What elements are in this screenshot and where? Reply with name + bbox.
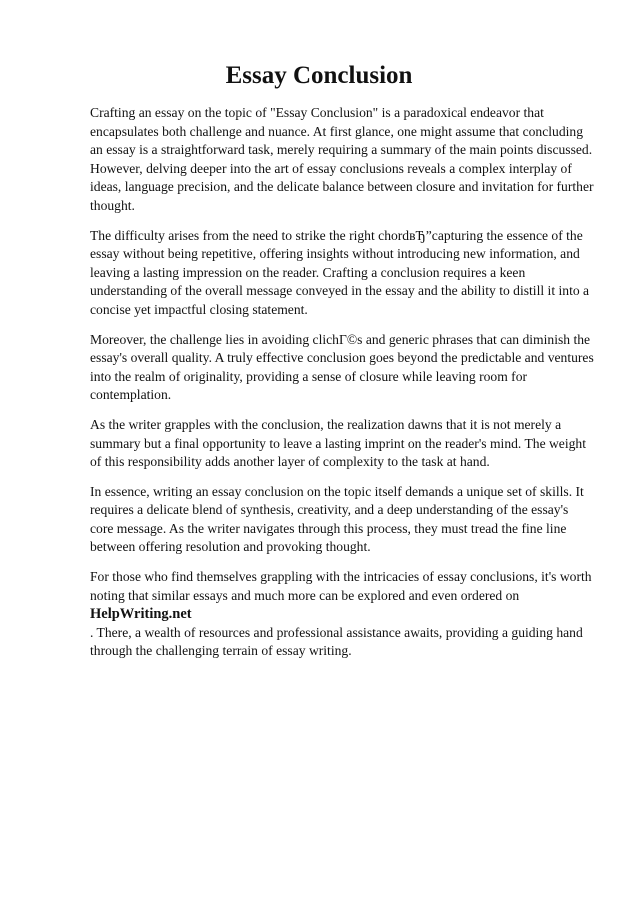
paragraph-1: Crafting an essay on the topic of "Essay Conclusion" is a paradoxical endeavor that encapsulates both challenge and nuance. At first glance, one might assume that concluding an essay is a straightforward task, merely requiring a summary of the main points discussed. However, delving deeper into the art of essay conclusions reveals a complex interplay of ideas, language precision, and the delicate balance between closure and invitation for further thought. — [90, 105, 594, 213]
document-title: Essay Conclusion — [225, 62, 413, 89]
paragraph-4: As the writer grapples with the conclusion, the realization dawns that it is not merely a summary but a final opportunity to leave a lasting imprint on the reader's mind. The weight of this responsibility adds another layer of complexity to the task at hand. — [90, 416, 586, 470]
paragraph-5: In essence, writing an essay conclusion on the topic itself demands a unique set of skills. It requires a delicate blend of synthesis, creativity, and a deep understanding of the essay's core message. As the writer navigates through this process, they must tread the fine line between offering resolution and provoking thought. — [90, 483, 584, 555]
paragraph-6-text-before-link: For those who find themselves grappling with the intricacies of essay conclusions, it's worth noting that similar essays and much more can be explored and even ordered on — [90, 569, 592, 603]
document-body — [90, 104, 595, 672]
paragraph-3: Moreover, the challenge lies in avoiding clichГ©s and generic phrases that can diminish the essay's overall quality. A truly effective conclusion goes beyond the predictable and ventures into the realm of originality, providing a sense of closure while leaving room for contemplation. — [90, 331, 594, 403]
helpwriting-link[interactable]: HelpWriting.net — [90, 606, 192, 623]
paragraph-2: The difficulty arises from the need to strike the right chordвЂ”capturing the essence of the essay without being repetitive, offering insights without introducing new information, and leaving a lasting impression on the reader. Crafting a conclusion requires a keen understanding of the overall message conveyed in the essay and the ability to distill it into a concise yet impactful closing statement. — [90, 227, 590, 317]
paragraph-6-text-after-link: . There, a wealth of resources and professional assistance awaits, providing a guiding hand through the challenging terrain of essay writing. — [90, 624, 583, 659]
paragraph-6 — [90, 568, 595, 661]
